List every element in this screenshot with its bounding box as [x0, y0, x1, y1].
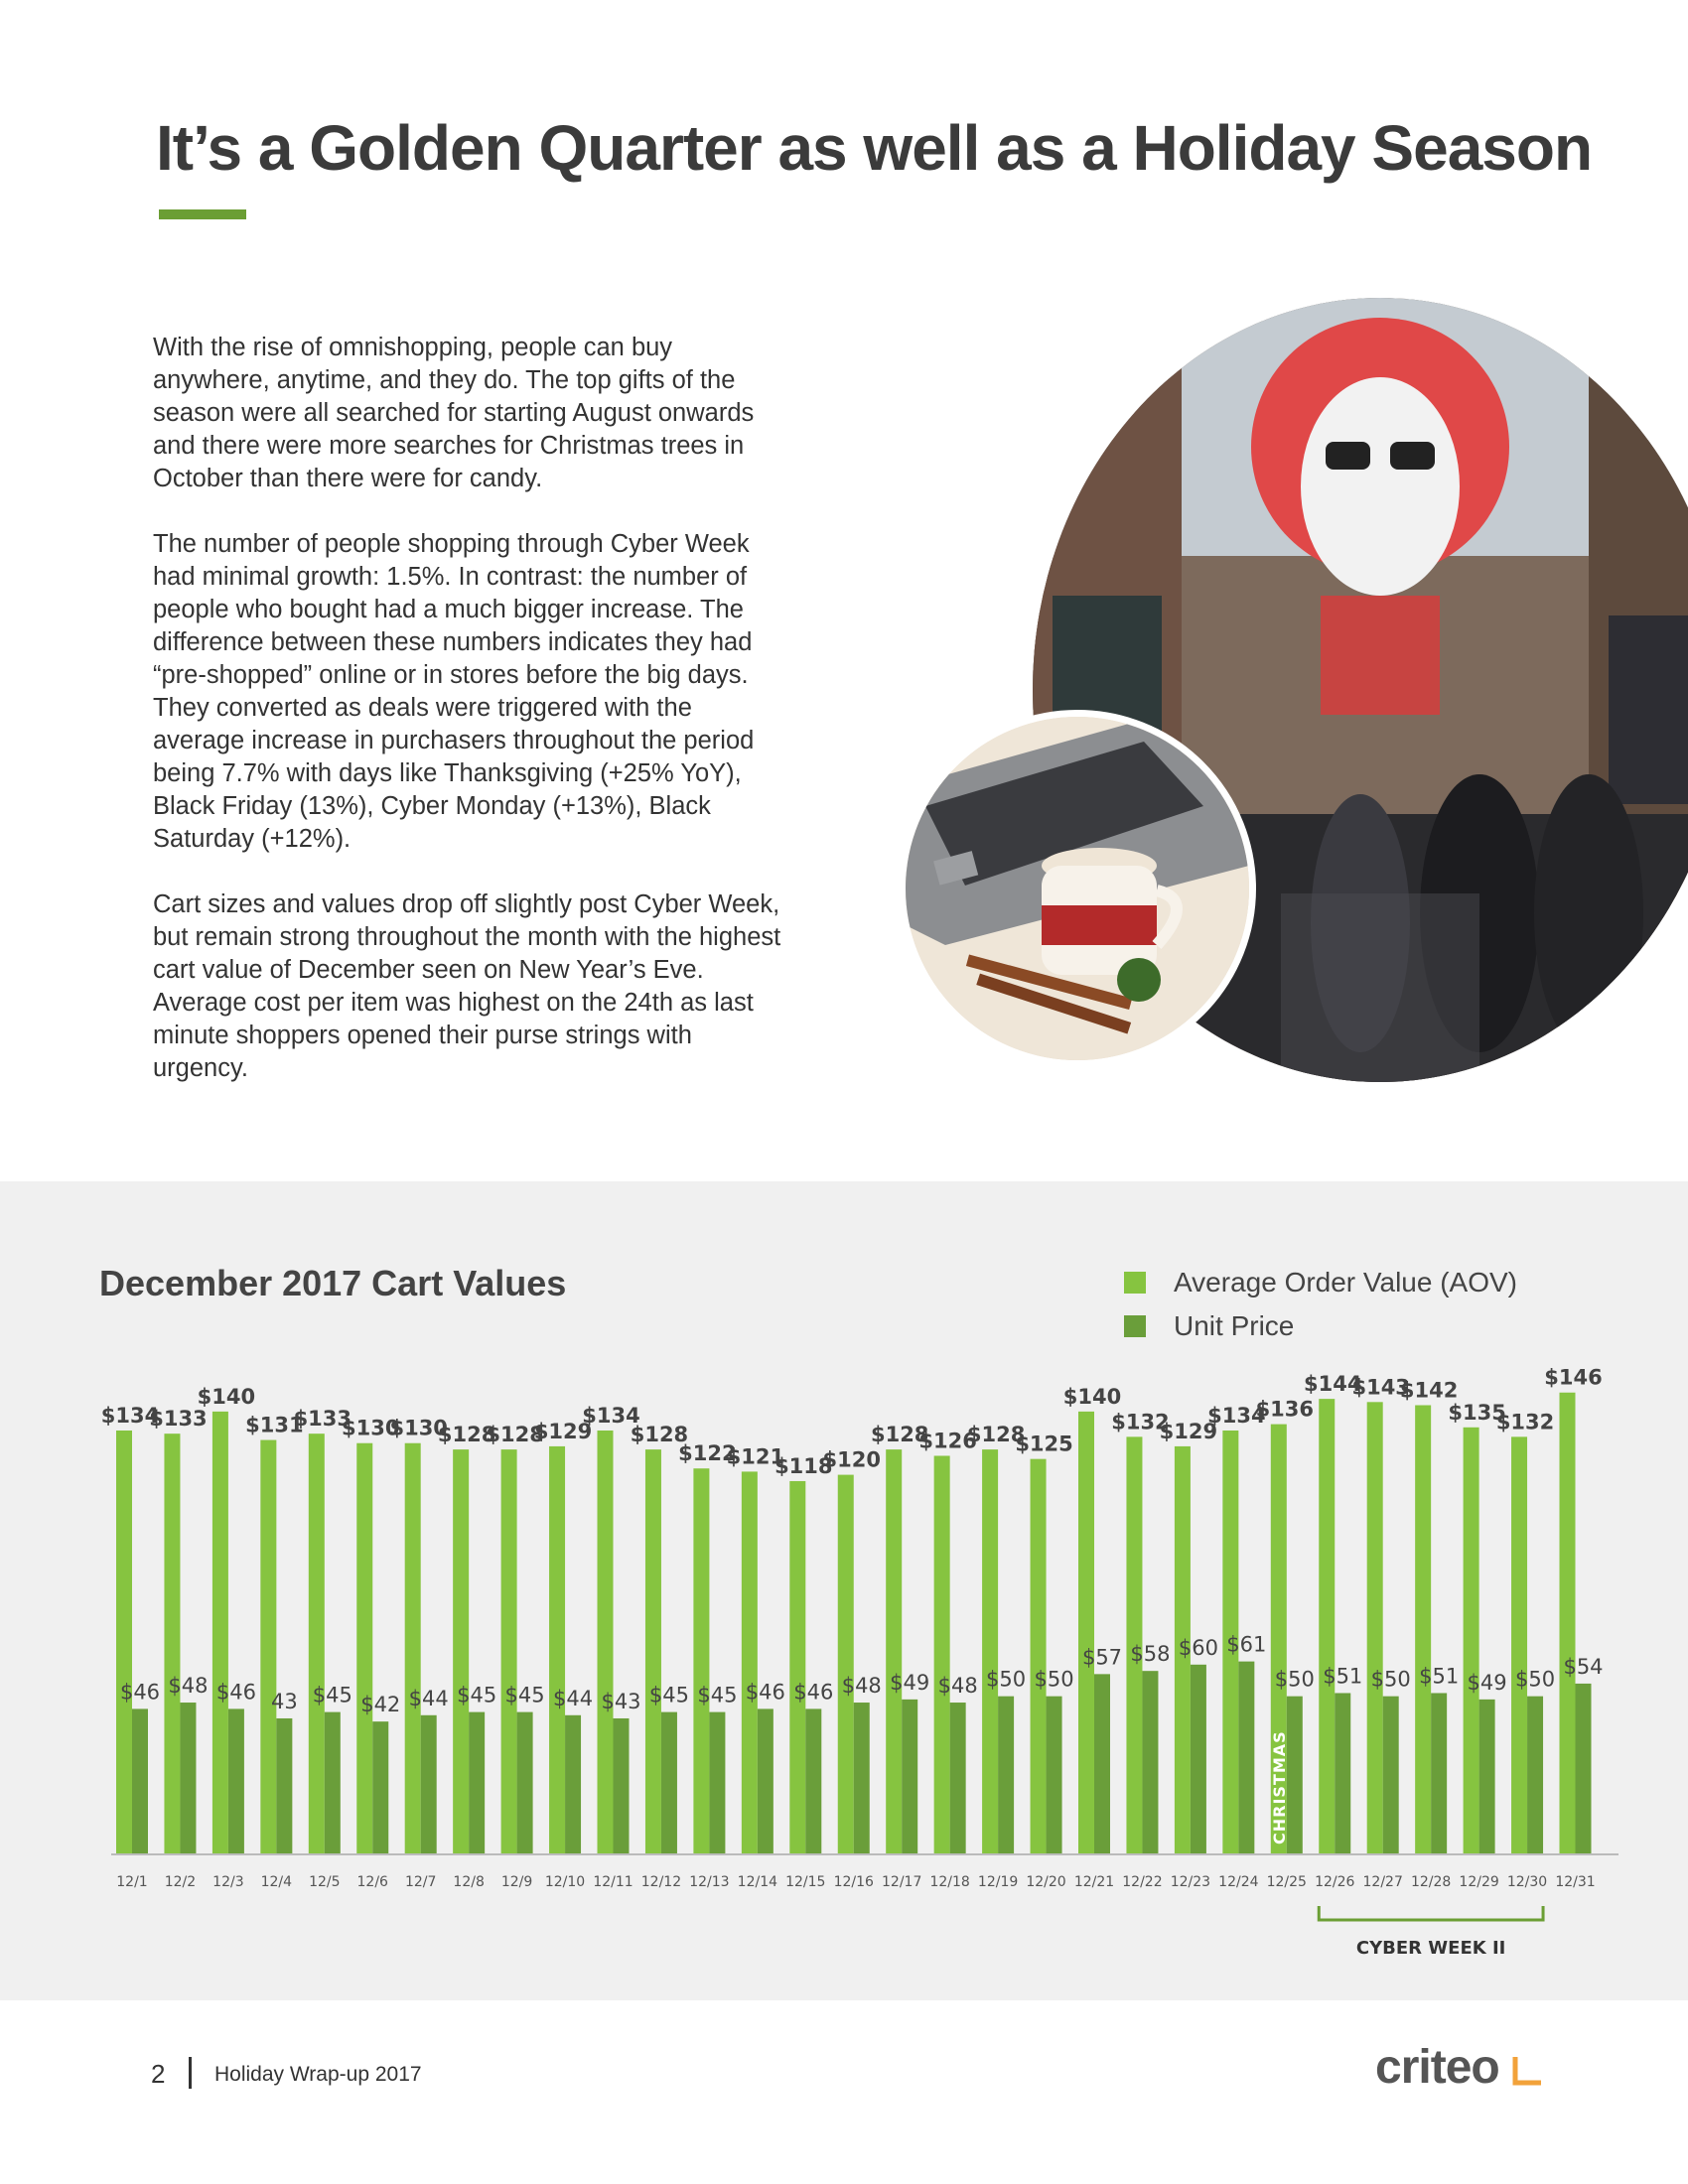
unit-price-bar [1047, 1697, 1062, 1854]
unit-price-bar [1527, 1697, 1543, 1854]
unit-price-bar [661, 1712, 677, 1854]
aov-value-label: $128 [966, 1423, 1026, 1447]
paragraph-cart-sizes: Cart sizes and values drop off slightly post Cyber Week, but remain strong throughout the month with the highest cart value of December seen on New Year’s Eve. Average cost per item was highest on the 24th as last minute shoppers opened their purse strings with urgency. [153, 890, 781, 1082]
publication-name: Holiday Wrap-up 2017 [214, 2063, 422, 2086]
aov-bar [405, 1443, 421, 1854]
unit-price-value-label: $49 [1467, 1670, 1507, 1695]
unit-price-value-label: $45 [504, 1683, 545, 1707]
aov-value-label: $140 [197, 1384, 256, 1409]
unit-price-value-label: $45 [648, 1683, 689, 1707]
x-tick-label: 12/17 [882, 1874, 922, 1890]
unit-price-bar [998, 1697, 1014, 1854]
criteo-logo: criteo [1375, 2041, 1499, 2094]
aov-value-label: $120 [822, 1447, 881, 1472]
x-tick-label: 12/10 [544, 1874, 586, 1890]
unit-price-value-label: $50 [1370, 1667, 1411, 1692]
aov-value-label: $135 [1448, 1400, 1506, 1425]
x-tick-label: 12/19 [977, 1874, 1019, 1890]
body-text [153, 332, 788, 1118]
aov-bar [598, 1431, 614, 1854]
unit-price-value-label: $50 [986, 1667, 1027, 1692]
x-tick-label: 12/2 [164, 1874, 197, 1890]
unit-price-value-label: $50 [1515, 1667, 1556, 1692]
aov-value-label: $129 [533, 1419, 593, 1443]
unit-price-value-label: $50 [1034, 1667, 1074, 1692]
x-tick-label: 12/31 [1555, 1874, 1596, 1890]
x-tick-label: 12/20 [1026, 1874, 1066, 1890]
unit-price-bar [565, 1715, 581, 1854]
unit-price-value-label: $58 [1130, 1642, 1171, 1667]
x-tick-label: 12/22 [1122, 1874, 1163, 1890]
unit-price-bar [709, 1712, 725, 1854]
aov-bar [260, 1440, 276, 1854]
aov-bar [1319, 1399, 1335, 1854]
cart-values-chart [0, 1330, 1688, 1966]
unit-price-bar [1383, 1697, 1399, 1854]
unit-price-bar [132, 1708, 148, 1854]
aov-value-label: $132 [1495, 1410, 1555, 1434]
x-tick-label: 12/12 [640, 1874, 682, 1890]
aov-bar [693, 1468, 709, 1854]
legend-label-unit-price: Unit Price [1174, 1310, 1295, 1341]
x-tick-label: 12/30 [1506, 1874, 1548, 1890]
page-number: 2 [151, 2059, 166, 2089]
x-tick-label: 12/13 [689, 1874, 730, 1890]
unit-price-value-label: $42 [360, 1693, 401, 1717]
aov-bar [116, 1431, 132, 1854]
unit-price-bar [180, 1703, 196, 1854]
unit-price-value-label: $48 [937, 1674, 978, 1699]
unit-price-bar [421, 1715, 437, 1854]
aov-value-label: $132 [1111, 1410, 1170, 1434]
aov-bar [742, 1471, 758, 1854]
legend-swatch-aov [1124, 1272, 1146, 1294]
criteo-logo-mark-icon [1511, 2055, 1545, 2089]
paragraph-cyber-week: The number of people shopping through Cyber Week had minimal growth: 1.5%. In contrast: the number of people who bought had a much bigger increase. The difference between these numbers indicates they had “pre-shopped” online or in stores before the big days. They converted as deals were triggered with the average increase in purchasers throughout the period being 7.7% with days like Thanksgiving (+25% YoY), Black Friday (13%), Cyber Monday (+13%), Black Saturday (+12%). [153, 530, 755, 853]
unit-price-value-label: $45 [312, 1683, 352, 1707]
legend-item-aov [1124, 1261, 1517, 1304]
unit-price-value-label: $46 [215, 1680, 256, 1705]
unit-price-value-label: 43 [270, 1689, 298, 1713]
unit-price-value-label: $46 [793, 1680, 834, 1705]
unit-price-value-label: $50 [1274, 1667, 1315, 1692]
aov-value-label: $136 [1255, 1397, 1315, 1422]
aov-value-label: $130 [342, 1416, 400, 1440]
aov-value-label: $121 [726, 1444, 785, 1469]
unit-price-bar [517, 1712, 533, 1854]
aov-bar [309, 1433, 325, 1854]
aov-value-label: $128 [870, 1423, 929, 1447]
unit-price-bar [805, 1708, 821, 1854]
unit-price-value-label: $48 [168, 1674, 209, 1699]
unit-price-value-label: $44 [408, 1686, 449, 1710]
unit-price-bar [469, 1712, 485, 1854]
aov-bar [1031, 1459, 1047, 1854]
x-tick-label: 12/18 [929, 1874, 970, 1890]
unit-price-value-label: $45 [697, 1683, 738, 1707]
unit-price-value-label: $44 [553, 1686, 594, 1710]
aov-bar [789, 1481, 805, 1854]
aov-bar [212, 1412, 228, 1854]
x-tick-label: 12/25 [1266, 1874, 1307, 1890]
aov-value-label: $134 [1207, 1403, 1266, 1428]
unit-price-value-label: $46 [119, 1680, 161, 1705]
title-underline [159, 209, 246, 219]
unit-price-value-label: $45 [457, 1683, 497, 1707]
unit-price-bar [1287, 1697, 1303, 1854]
aov-bar [886, 1449, 902, 1854]
unit-price-bar [1479, 1700, 1495, 1854]
aov-value-label: $128 [437, 1423, 496, 1447]
aov-value-label: $140 [1062, 1384, 1122, 1409]
aov-value-label: $146 [1544, 1365, 1603, 1390]
x-tick-label: 12/8 [453, 1874, 485, 1890]
unit-price-bar [1191, 1665, 1206, 1854]
unit-price-value-label: $54 [1563, 1654, 1604, 1679]
aov-bar [164, 1433, 180, 1854]
unit-price-value-label: $43 [601, 1689, 641, 1713]
unit-price-bar [1431, 1693, 1447, 1854]
unit-price-bar [1142, 1671, 1158, 1854]
aov-bar [453, 1449, 469, 1854]
unit-price-value-label: $48 [841, 1674, 882, 1699]
x-tick-label: 12/1 [116, 1874, 148, 1890]
unit-price-bar [902, 1700, 917, 1854]
unit-price-bar [1094, 1674, 1110, 1854]
x-tick-label: 12/7 [404, 1874, 437, 1890]
aov-value-label: $134 [582, 1403, 640, 1428]
aov-value-label: $133 [293, 1407, 352, 1432]
unit-price-bar [1335, 1693, 1350, 1854]
footer-separator [189, 2057, 192, 2089]
x-tick-label: 12/28 [1410, 1874, 1452, 1890]
unit-price-value-label: $51 [1419, 1664, 1460, 1689]
aov-value-label: $128 [486, 1423, 544, 1447]
x-tick-label: 12/29 [1459, 1874, 1499, 1890]
unit-price-bar [372, 1721, 388, 1854]
x-tick-label: 12/26 [1315, 1874, 1355, 1890]
aov-bar [1511, 1436, 1527, 1854]
aov-bar [549, 1446, 565, 1854]
x-tick-label: 12/16 [833, 1874, 874, 1890]
x-tick-label: 12/21 [1073, 1874, 1115, 1890]
aov-bar [645, 1449, 661, 1854]
aov-bar [1415, 1405, 1431, 1854]
aov-value-label: $142 [1399, 1378, 1459, 1403]
aov-bar [356, 1443, 372, 1854]
unit-price-value-label: $61 [1226, 1632, 1267, 1657]
aov-value-label: $129 [1159, 1419, 1218, 1443]
unit-price-bar [276, 1718, 292, 1854]
aov-value-label: $122 [678, 1441, 737, 1466]
aov-value-label: $131 [245, 1413, 304, 1437]
x-tick-label: 12/24 [1218, 1874, 1259, 1890]
x-tick-label: 12/6 [356, 1874, 388, 1890]
aov-value-label: $126 [918, 1429, 977, 1453]
aov-bar [501, 1449, 517, 1854]
x-tick-label: 12/5 [309, 1874, 341, 1890]
x-tick-label: 12/14 [737, 1874, 778, 1890]
unit-price-bar [950, 1703, 966, 1854]
unit-price-value-label: $49 [890, 1670, 930, 1695]
unit-price-bar [1576, 1684, 1592, 1854]
aov-value-label: $118 [774, 1453, 833, 1478]
legend-label-aov: Average Order Value (AOV) [1174, 1267, 1518, 1297]
laptop-mug-photo [899, 710, 1256, 1067]
x-tick-label: 12/3 [212, 1874, 244, 1890]
aov-value-label: $134 [100, 1403, 160, 1428]
aov-bar [1078, 1412, 1094, 1854]
unit-price-bar [758, 1708, 774, 1854]
aov-bar [1464, 1428, 1479, 1854]
aov-value-label: $128 [630, 1423, 689, 1447]
cyber-week-label: CYBER WEEK II [1355, 1938, 1506, 1959]
christmas-annotation: CHRISTMAS [1269, 1730, 1289, 1844]
unit-price-value-label: $46 [745, 1680, 785, 1705]
chart-title: December 2017 Cart Values [99, 1263, 567, 1303]
aov-value-label: $130 [389, 1416, 448, 1440]
x-tick-label: 12/11 [593, 1874, 633, 1890]
aov-bar [1367, 1402, 1383, 1854]
aov-bar [982, 1449, 998, 1854]
aov-bar [934, 1455, 950, 1854]
page-title: It’s a Golden Quarter as well as a Holiday Season [156, 112, 1593, 184]
unit-price-value-label: $51 [1323, 1664, 1363, 1689]
x-tick-label: 12/27 [1362, 1874, 1403, 1890]
unit-price-bar [325, 1712, 341, 1854]
unit-price-bar [228, 1708, 244, 1854]
aov-value-label: $144 [1304, 1372, 1362, 1397]
aov-value-label: $125 [1015, 1432, 1073, 1456]
aov-bar [838, 1475, 854, 1854]
aov-value-label: $143 [1351, 1375, 1410, 1400]
aov-bar [1560, 1393, 1576, 1854]
x-tick-label: 12/4 [260, 1874, 293, 1890]
x-tick-label: 12/23 [1170, 1874, 1211, 1890]
unit-price-value-label: $60 [1178, 1635, 1218, 1660]
unit-price-bar [1238, 1662, 1254, 1854]
x-tick-label: 12/9 [500, 1874, 533, 1890]
unit-price-value-label: $57 [1081, 1645, 1123, 1670]
cyber-week-bracket [1319, 1906, 1543, 1920]
x-tick-label: 12/15 [785, 1874, 826, 1890]
aov-value-label: $133 [149, 1407, 208, 1432]
unit-price-bar [854, 1703, 870, 1854]
unit-price-bar [614, 1718, 630, 1854]
paragraph-omnishopping: With the rise of omnishopping, people can buy anywhere, anytime, and they do. The top gifts of the season were all searched for starting August onwards and there were more searches for Christmas trees in October than there were for candy. [153, 334, 755, 492]
